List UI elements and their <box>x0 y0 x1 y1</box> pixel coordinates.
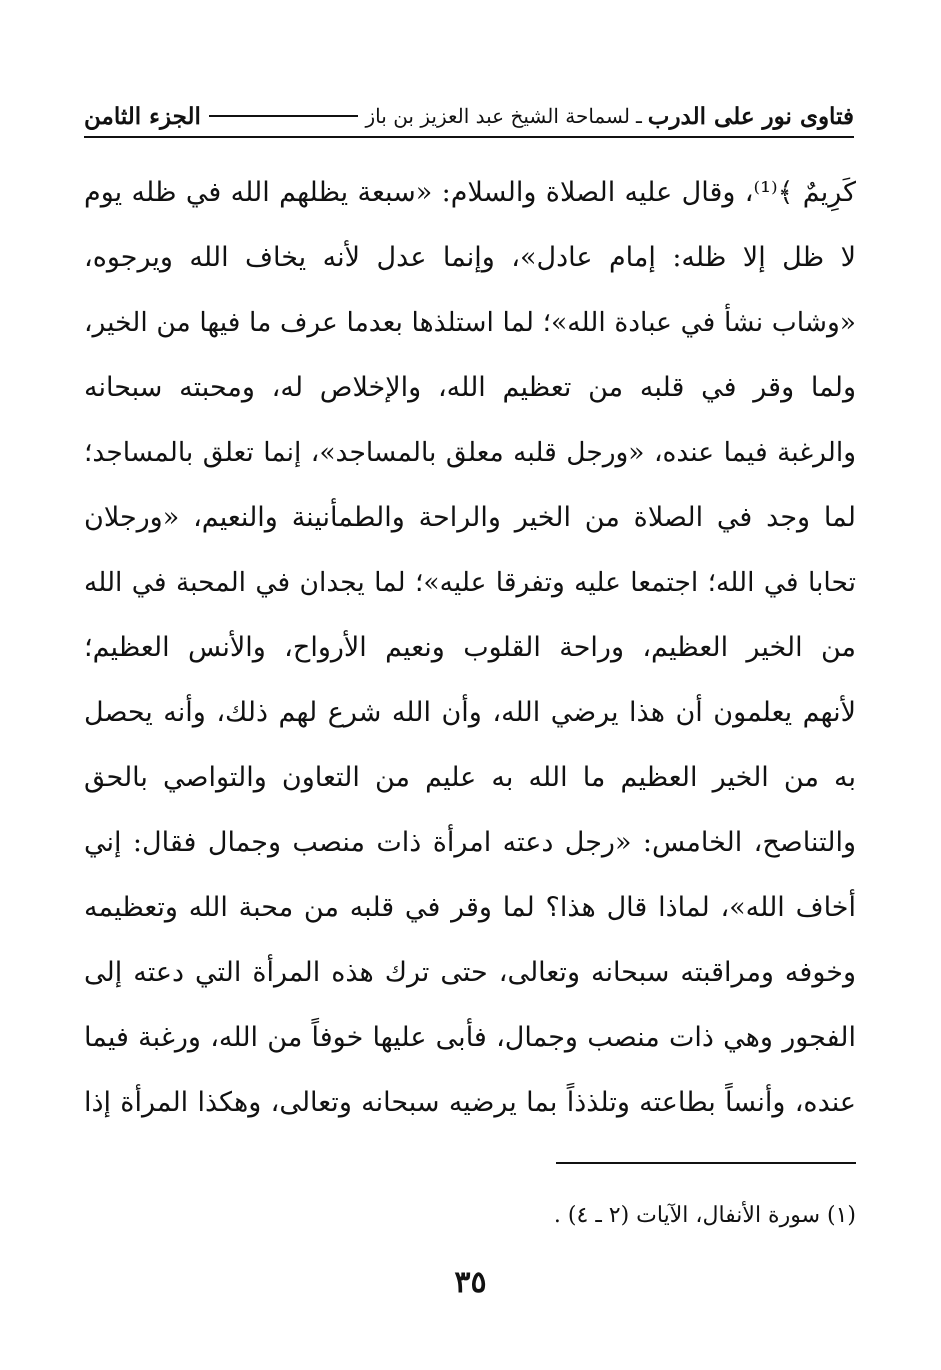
body-line: من الخير العظيم، وراحة القلوب ونعيم الأرواح، والأنس العظيم؛ <box>84 632 856 663</box>
body-line: لما وجد في الصلاة من الخير والراحة والطمأنينة والنعيم، «ورجلان <box>84 502 856 533</box>
body-line: والتناصح، الخامس: «رجل دعته امرأة ذات منصب وجمال فقال: إني <box>84 827 856 858</box>
running-header <box>84 96 854 138</box>
body-text <box>84 160 856 1135</box>
body-line: كَرِيمٌ ﴾⁽¹⁾، وقال عليه الصلاة والسلام: «سبعة يظلهم الله في ظله يوم <box>84 177 856 208</box>
header-separator: ـ <box>635 104 642 128</box>
body-line: ولما وقر في قلبه من تعظيم الله، والإخلاص له، ومحبته سبحانه <box>84 372 856 403</box>
header-rule <box>209 115 358 117</box>
body-line: عنده، وأنساً بطاعته وتلذذاً بما يرضيه سبحانه وتعالى، وهكذا المرأة إذا <box>84 1087 856 1118</box>
body-line: تحابا في الله؛ اجتمعا عليه وتفرقا عليه»؛ لما يجدان في المحبة في الله <box>84 567 856 598</box>
page-number: ٣٥ <box>454 1265 487 1300</box>
volume-label: الجزء الثامن <box>84 102 201 130</box>
footnote-separator <box>556 1162 856 1164</box>
body-line: لأنهم يعلمون أن هذا يرضي الله، وأن الله شرع لهم ذلك، وأنه يحصل <box>84 697 856 728</box>
body-line: به من الخير العظيم ما الله به عليم من التعاون والتواصي بالحق <box>84 762 856 793</box>
body-line: لا ظل إلا ظله: إمام عادل»، وإنما عدل لأنه يخاف الله ويرجوه، <box>84 242 856 273</box>
footnote: (١) سورة الأنفال، الآيات (٢ ـ ٤) . <box>553 1203 856 1228</box>
author-credit: لسماحة الشيخ عبد العزيز بن باز <box>365 104 630 128</box>
body-line: أخاف الله»، لماذا قال هذا؟ لما وقر في قلبه من محبة الله وتعظيمه <box>84 892 856 923</box>
body-line: والرغبة فيما عنده، «ورجل قلبه معلق بالمساجد»، إنما تعلق بالمساجد؛ <box>84 437 856 468</box>
body-line: «وشاب نشأ في عبادة الله»؛ لما استلذها بعدما عرف ما فيها من الخير، <box>84 307 856 338</box>
body-line: الفجور وهي ذات منصب وجمال، فأبى عليها خوفاً من الله، ورغبة فيما <box>84 1022 856 1053</box>
body-line: وخوفه ومراقبته سبحانه وتعالى، حتى ترك هذه المرأة التي دعته إلى <box>84 957 856 988</box>
book-title: فتاوى نور على الدرب <box>647 102 854 130</box>
